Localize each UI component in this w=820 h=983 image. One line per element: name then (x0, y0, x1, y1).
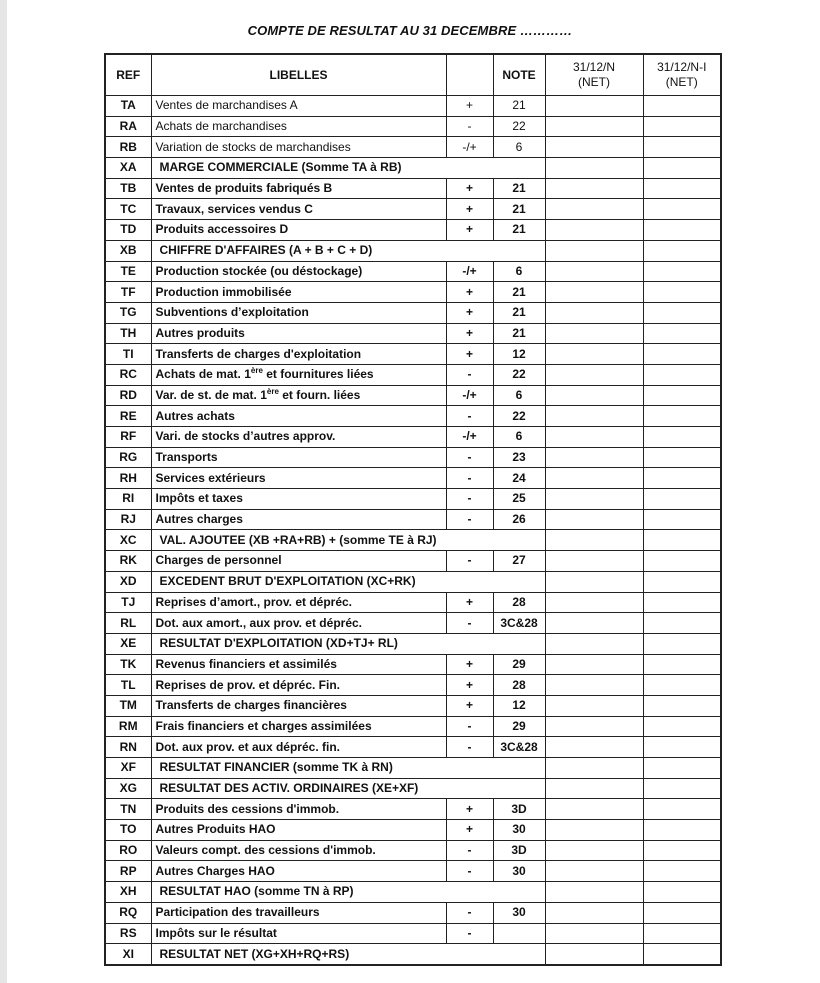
table-row (105, 923, 721, 944)
row-sign: + (446, 820, 493, 841)
row-note: 6 (493, 385, 545, 406)
table-row (105, 427, 721, 448)
row-ref: RN (105, 737, 151, 758)
row-sign: + (446, 323, 493, 344)
row-label: Impôts sur le résultat (151, 923, 446, 944)
table-row (105, 861, 721, 882)
row-ref: TF (105, 282, 151, 303)
table-row (105, 778, 721, 799)
row-value-n (545, 323, 643, 344)
row-ref: XB (105, 240, 151, 261)
row-sign: + (446, 654, 493, 675)
row-ref: RL (105, 613, 151, 634)
row-label: Reprises d’amort., prov. et dépréc. (151, 592, 446, 613)
row-label: Variation de stocks de marchandises (151, 137, 446, 158)
table-row (105, 364, 721, 385)
row-value-n (545, 675, 643, 696)
row-label-text-suffix: et fourn. liées (278, 387, 361, 402)
table-row (105, 840, 721, 861)
row-value-n1 (643, 799, 721, 820)
row-value-n1 (643, 944, 721, 965)
row-sign: + (446, 344, 493, 365)
table-row (105, 530, 721, 551)
row-label: Transferts de charges financières (151, 695, 446, 716)
row-note: 3D (493, 799, 545, 820)
page-edge (0, 0, 7, 983)
row-label-text-suffix: et fournitures liées (262, 367, 374, 382)
row-note: 30 (493, 902, 545, 923)
table-row (105, 820, 721, 841)
row-value-n1 (643, 137, 721, 158)
row-ref: RI (105, 489, 151, 510)
row-value-n (545, 944, 643, 965)
row-sign: - (446, 468, 493, 489)
row-value-n (545, 261, 643, 282)
row-value-n (545, 737, 643, 758)
row-label: Dot. aux prov. et aux dépréc. fin. (151, 737, 446, 758)
row-label: Frais financiers et charges assimilées (151, 716, 446, 737)
row-value-n (545, 178, 643, 199)
row-ref: TO (105, 820, 151, 841)
row-note: 28 (493, 675, 545, 696)
row-label: Produits accessoires D (151, 220, 446, 241)
row-note: 28 (493, 592, 545, 613)
row-sign: - (446, 551, 493, 572)
row-value-n (545, 220, 643, 241)
row-value-n1 (643, 675, 721, 696)
row-sign: - (446, 737, 493, 758)
row-sign: - (446, 902, 493, 923)
row-ref: XA (105, 158, 151, 179)
row-sign: + (446, 220, 493, 241)
row-note: 23 (493, 447, 545, 468)
row-label: Autres produits (151, 323, 446, 344)
row-value-n (545, 468, 643, 489)
row-value-n1 (643, 489, 721, 510)
row-sign: -/+ (446, 385, 493, 406)
row-label: RESULTAT FINANCIER (somme TK à RN) (151, 758, 545, 779)
row-ref: XE (105, 633, 151, 654)
row-value-n (545, 509, 643, 530)
row-sign: - (446, 840, 493, 861)
table-row (105, 220, 721, 241)
row-value-n (545, 633, 643, 654)
row-label: EXCEDENT BRUT D'EXPLOITATION (XC+RK) (151, 571, 545, 592)
header-period-n1-date: 31/12/N-I (657, 60, 707, 74)
row-value-n (545, 530, 643, 551)
row-value-n1 (643, 716, 721, 737)
row-ref: RM (105, 716, 151, 737)
row-label: Transferts de charges d'exploitation (151, 344, 446, 365)
row-note: 24 (493, 468, 545, 489)
header-note: NOTE (493, 54, 545, 96)
table-row (105, 116, 721, 137)
row-label-text: Var. de st. de mat. 1 (155, 387, 267, 402)
row-ref: RK (105, 551, 151, 572)
row-value-n (545, 385, 643, 406)
row-sign: - (446, 116, 493, 137)
row-ref: RC (105, 364, 151, 385)
row-label: Impôts et taxes (151, 489, 446, 510)
row-value-n1 (643, 427, 721, 448)
row-note: 3C&28 (493, 737, 545, 758)
row-label: Autres charges (151, 509, 446, 530)
row-value-n (545, 592, 643, 613)
row-sign: - (446, 716, 493, 737)
row-value-n (545, 406, 643, 427)
row-value-n1 (643, 840, 721, 861)
table-row (105, 799, 721, 820)
row-value-n1 (643, 695, 721, 716)
row-value-n (545, 820, 643, 841)
row-label: Subventions d’exploitation (151, 302, 446, 323)
row-value-n (545, 571, 643, 592)
table-row (105, 551, 721, 572)
row-label: RESULTAT DES ACTIV. ORDINAIRES (XE+XF) (151, 778, 545, 799)
row-sign: + (446, 799, 493, 820)
header-period-n (545, 54, 643, 96)
row-note: 6 (493, 137, 545, 158)
row-ref: RS (105, 923, 151, 944)
row-value-n1 (643, 820, 721, 841)
row-value-n1 (643, 654, 721, 675)
row-note: 12 (493, 344, 545, 365)
table-row (105, 571, 721, 592)
row-label: Autres Produits HAO (151, 820, 446, 841)
row-sign: + (446, 695, 493, 716)
row-label (151, 364, 446, 385)
row-ref: RJ (105, 509, 151, 530)
row-ref: TB (105, 178, 151, 199)
row-note: 3D (493, 840, 545, 861)
row-note: 21 (493, 282, 545, 303)
row-value-n1 (643, 282, 721, 303)
row-value-n1 (643, 385, 721, 406)
row-value-n (545, 137, 643, 158)
table-row (105, 675, 721, 696)
header-sign (446, 54, 493, 96)
row-label (151, 385, 446, 406)
table-row (105, 613, 721, 634)
table-row (105, 592, 721, 613)
table-row (105, 323, 721, 344)
row-ref: TN (105, 799, 151, 820)
table-row (105, 158, 721, 179)
table-row (105, 137, 721, 158)
table-row (105, 302, 721, 323)
table-row (105, 944, 721, 965)
table-header-row (105, 54, 721, 96)
row-value-n1 (643, 571, 721, 592)
row-value-n (545, 758, 643, 779)
row-ref: XC (105, 530, 151, 551)
row-ref: TC (105, 199, 151, 220)
row-ref: RD (105, 385, 151, 406)
row-sign: + (446, 302, 493, 323)
row-value-n (545, 861, 643, 882)
row-value-n (545, 96, 643, 117)
row-sign: + (446, 178, 493, 199)
row-ref: RA (105, 116, 151, 137)
row-value-n1 (643, 613, 721, 634)
row-value-n1 (643, 116, 721, 137)
row-note: 21 (493, 302, 545, 323)
row-value-n (545, 199, 643, 220)
row-value-n1 (643, 178, 721, 199)
row-sign: -/+ (446, 261, 493, 282)
row-label: Dot. aux amort., aux prov. et dépréc. (151, 613, 446, 634)
row-ref: RH (105, 468, 151, 489)
row-value-n1 (643, 509, 721, 530)
row-sign: + (446, 96, 493, 117)
row-value-n (545, 902, 643, 923)
row-label: MARGE COMMERCIALE (Somme TA à RB) (151, 158, 545, 179)
row-label: Services extérieurs (151, 468, 446, 489)
row-sign: - (446, 861, 493, 882)
table-row (105, 509, 721, 530)
table-row (105, 882, 721, 903)
row-ref: RF (105, 427, 151, 448)
table-row (105, 758, 721, 779)
header-libelles: LIBELLES (151, 54, 446, 96)
table-row (105, 406, 721, 427)
row-note: 21 (493, 220, 545, 241)
row-note: 21 (493, 199, 545, 220)
row-label: Ventes de marchandises A (151, 96, 446, 117)
row-note: 27 (493, 551, 545, 572)
row-value-n1 (643, 158, 721, 179)
row-value-n (545, 344, 643, 365)
row-label: Reprises de prov. et dépréc. Fin. (151, 675, 446, 696)
row-ref: RP (105, 861, 151, 882)
row-value-n1 (643, 447, 721, 468)
row-ref: XD (105, 571, 151, 592)
row-value-n (545, 799, 643, 820)
row-ref: XG (105, 778, 151, 799)
row-value-n1 (643, 344, 721, 365)
row-note: 22 (493, 116, 545, 137)
row-value-n1 (643, 530, 721, 551)
table-body (105, 96, 721, 965)
row-value-n (545, 427, 643, 448)
row-label: Travaux, services vendus C (151, 199, 446, 220)
table-row (105, 447, 721, 468)
table-row (105, 468, 721, 489)
row-sign: + (446, 282, 493, 303)
table-row (105, 489, 721, 510)
row-note: 22 (493, 406, 545, 427)
row-value-n1 (643, 199, 721, 220)
row-ref: TE (105, 261, 151, 282)
row-note: 30 (493, 820, 545, 841)
row-ref: TA (105, 96, 151, 117)
row-label-text: Achats de mat. 1 (155, 367, 251, 382)
row-label: Ventes de produits fabriqués B (151, 178, 446, 199)
row-sign: + (446, 592, 493, 613)
row-value-n1 (643, 923, 721, 944)
row-ref: XH (105, 882, 151, 903)
table-row (105, 654, 721, 675)
row-ref: TG (105, 302, 151, 323)
row-value-n (545, 840, 643, 861)
table-row (105, 385, 721, 406)
table-row (105, 902, 721, 923)
row-label: Valeurs compt. des cessions d'immob. (151, 840, 446, 861)
row-sign: -/+ (446, 427, 493, 448)
table-row (105, 178, 721, 199)
row-ref: TL (105, 675, 151, 696)
row-value-n (545, 613, 643, 634)
row-value-n (545, 778, 643, 799)
row-value-n (545, 364, 643, 385)
row-value-n1 (643, 240, 721, 261)
row-value-n (545, 882, 643, 903)
row-note (493, 923, 545, 944)
row-note: 6 (493, 261, 545, 282)
row-label: VAL. AJOUTEE (XB +RA+RB) + (somme TE à RJ) (151, 530, 545, 551)
header-period-n-date: 31/12/N (572, 60, 616, 74)
row-label: Transports (151, 447, 446, 468)
row-value-n (545, 551, 643, 572)
row-label: Charges de personnel (151, 551, 446, 572)
row-value-n1 (643, 902, 721, 923)
row-label: Autres Charges HAO (151, 861, 446, 882)
row-note: 12 (493, 695, 545, 716)
row-label: RESULTAT D'EXPLOITATION (XD+TJ+ RL) (151, 633, 545, 654)
row-label: Production immobilisée (151, 282, 446, 303)
row-value-n1 (643, 778, 721, 799)
row-note: 21 (493, 323, 545, 344)
table-row (105, 240, 721, 261)
row-value-n (545, 923, 643, 944)
header-period-n1 (643, 54, 721, 96)
table-row (105, 199, 721, 220)
table-row (105, 344, 721, 365)
row-value-n (545, 447, 643, 468)
row-value-n (545, 240, 643, 261)
row-note: 26 (493, 509, 545, 530)
row-ref: TK (105, 654, 151, 675)
table-row (105, 261, 721, 282)
row-ref: RE (105, 406, 151, 427)
row-value-n1 (643, 882, 721, 903)
row-value-n1 (643, 406, 721, 427)
row-value-n1 (643, 323, 721, 344)
row-value-n1 (643, 758, 721, 779)
row-sign: - (446, 406, 493, 427)
row-label: Revenus financiers et assimilés (151, 654, 446, 675)
row-value-n (545, 158, 643, 179)
row-value-n1 (643, 468, 721, 489)
row-ref: RG (105, 447, 151, 468)
row-ref: RB (105, 137, 151, 158)
row-label-superscript: ère (250, 366, 263, 376)
row-sign: -/+ (446, 137, 493, 158)
row-label: CHIFFRE D'AFFAIRES (A + B + C + D) (151, 240, 545, 261)
row-note: 25 (493, 489, 545, 510)
table-row (105, 282, 721, 303)
row-sign: - (446, 489, 493, 510)
row-note: 3C&28 (493, 613, 545, 634)
row-sign: - (446, 364, 493, 385)
row-value-n1 (643, 302, 721, 323)
row-value-n (545, 116, 643, 137)
row-ref: TI (105, 344, 151, 365)
row-label: RESULTAT NET (XG+XH+RQ+RS) (151, 944, 545, 965)
row-label: RESULTAT HAO (somme TN à RP) (151, 882, 545, 903)
row-ref: RO (105, 840, 151, 861)
table-row (105, 695, 721, 716)
row-value-n1 (643, 861, 721, 882)
header-ref: REF (105, 54, 151, 96)
table-row (105, 96, 721, 117)
row-sign: - (446, 509, 493, 530)
row-label: Vari. de stocks d’autres approv. (151, 427, 446, 448)
header-period-n-net: (NET) (578, 75, 610, 89)
row-note: 6 (493, 427, 545, 448)
row-note: 29 (493, 654, 545, 675)
row-sign: + (446, 675, 493, 696)
header-period-n1-net: (NET) (665, 75, 698, 89)
row-ref: TM (105, 695, 151, 716)
table-row (105, 737, 721, 758)
row-value-n1 (643, 220, 721, 241)
row-label: Achats de marchandises (151, 116, 446, 137)
row-value-n1 (643, 364, 721, 385)
row-label: Autres achats (151, 406, 446, 427)
row-ref: XI (105, 944, 151, 965)
row-note: 29 (493, 716, 545, 737)
row-ref: TJ (105, 592, 151, 613)
row-value-n1 (643, 551, 721, 572)
row-value-n1 (643, 592, 721, 613)
row-label: Produits des cessions d'immob. (151, 799, 446, 820)
row-value-n (545, 282, 643, 303)
row-sign: - (446, 613, 493, 634)
table-row (105, 633, 721, 654)
row-note: 21 (493, 96, 545, 117)
row-ref: TH (105, 323, 151, 344)
row-note: 21 (493, 178, 545, 199)
row-label: Participation des travailleurs (151, 902, 446, 923)
row-value-n1 (643, 737, 721, 758)
row-value-n (545, 654, 643, 675)
row-sign: - (446, 447, 493, 468)
row-label: Production stockée (ou déstockage) (151, 261, 446, 282)
row-ref: RQ (105, 902, 151, 923)
row-note: 22 (493, 364, 545, 385)
income-statement-table (104, 53, 722, 966)
row-ref: XF (105, 758, 151, 779)
row-value-n (545, 302, 643, 323)
row-label-superscript: ère (266, 386, 279, 396)
row-value-n (545, 695, 643, 716)
row-value-n1 (643, 261, 721, 282)
row-sign: - (446, 923, 493, 944)
row-ref: TD (105, 220, 151, 241)
row-value-n (545, 489, 643, 510)
row-sign: + (446, 199, 493, 220)
page-title: COMPTE DE RESULTAT AU 31 DECEMBRE ………… (247, 23, 573, 38)
row-value-n (545, 716, 643, 737)
row-value-n1 (643, 96, 721, 117)
table-row (105, 716, 721, 737)
row-note: 30 (493, 861, 545, 882)
row-value-n1 (643, 633, 721, 654)
